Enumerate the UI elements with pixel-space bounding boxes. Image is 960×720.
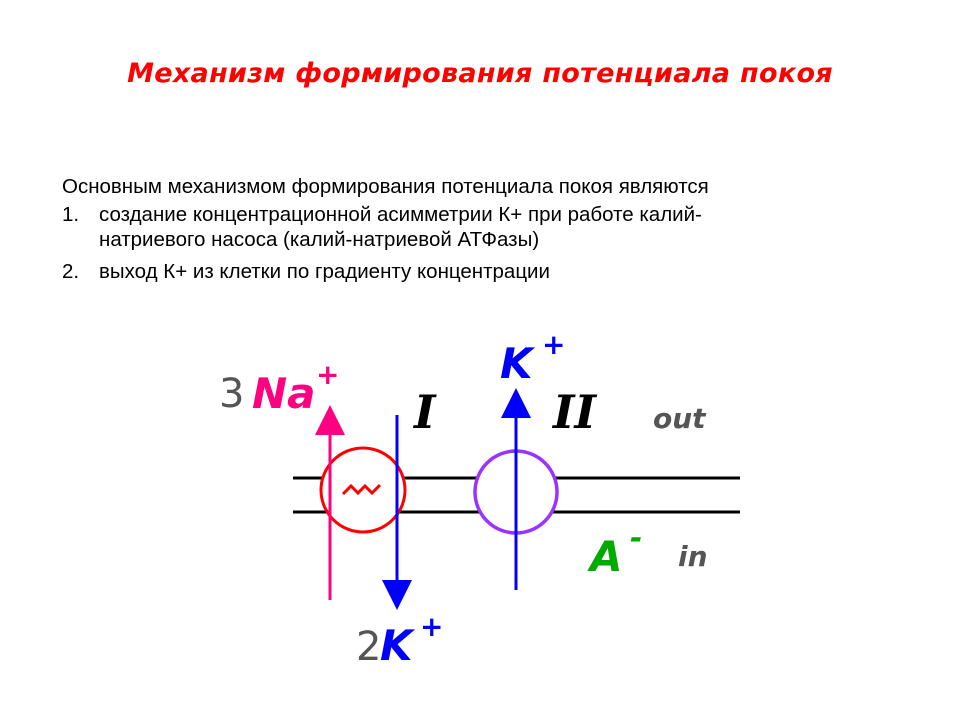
list-item-line1: выход К+ из клетки по градиенту концентрации xyxy=(99,260,550,283)
list-number: 2. xyxy=(62,260,80,283)
intro-text: Основным механизмом формирования потенциала покоя являются xyxy=(62,175,709,198)
list-number: 1. xyxy=(62,203,80,226)
na-label: Na xyxy=(252,369,316,418)
na-charge: + xyxy=(316,358,340,391)
k-in-count: 2 xyxy=(356,624,382,670)
k-channel-charge: + xyxy=(542,328,566,361)
roman-1-label: I xyxy=(414,385,436,439)
slide-title: Механизм формирования потенциала покоя xyxy=(127,58,833,89)
out-label: out xyxy=(653,402,706,435)
roman-2-label: II xyxy=(553,385,597,439)
k-in-label: K xyxy=(380,621,413,670)
list-item-line2: натриевого насоса (калий-натриевой АТФазы) xyxy=(99,228,540,251)
k-channel-label: K xyxy=(500,339,533,388)
list-item-line1: создание концентрационной асимметрии К+ при работе калий- xyxy=(99,203,702,226)
k-in-charge: + xyxy=(420,610,444,643)
anion-charge: - xyxy=(630,521,643,556)
in-label: in xyxy=(678,540,708,573)
na-count: 3 xyxy=(219,371,245,417)
anion-label: A xyxy=(590,532,623,581)
